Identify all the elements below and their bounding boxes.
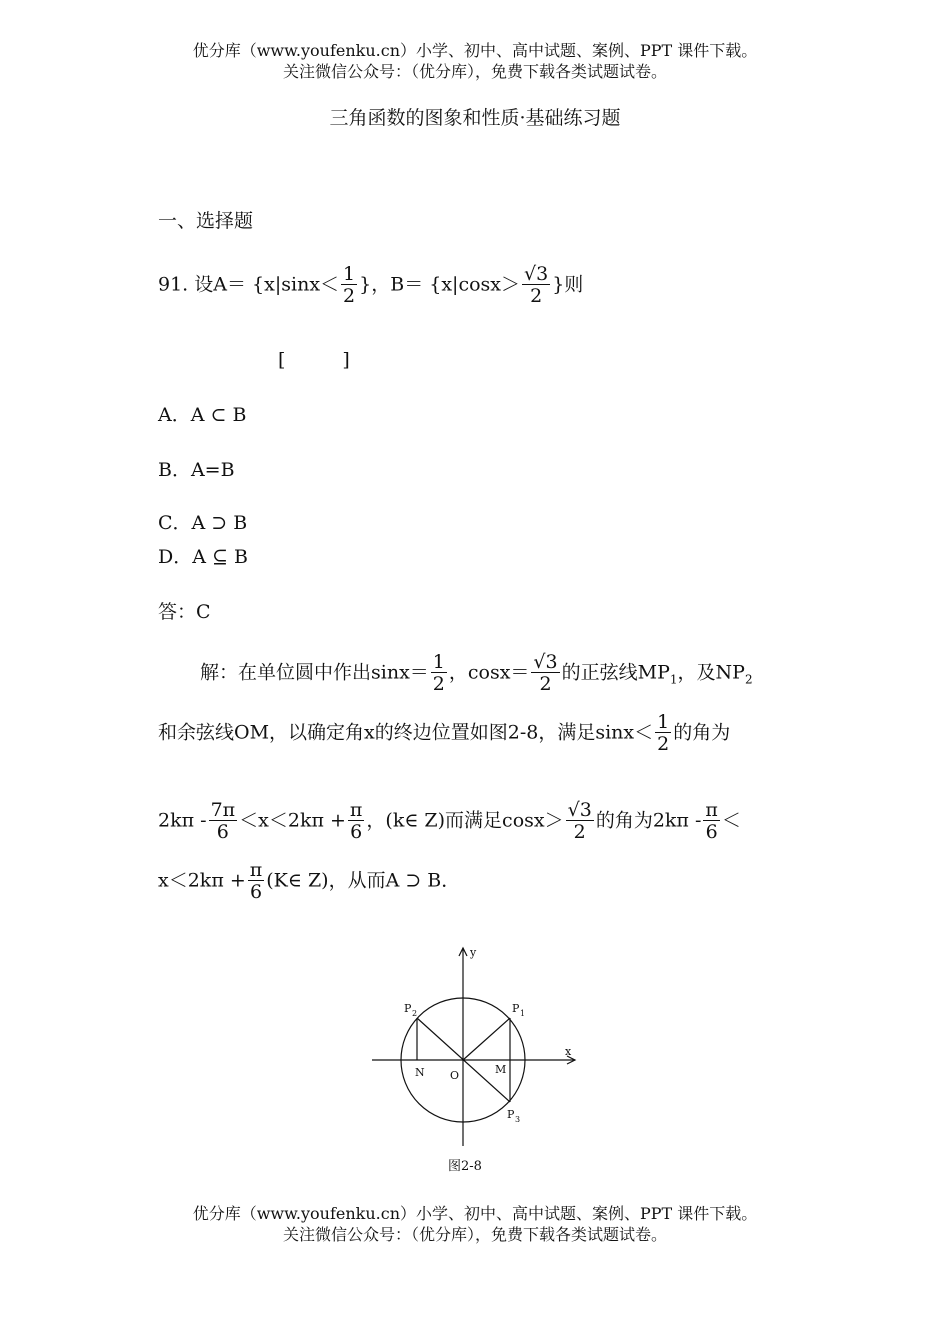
- text: ＜x＜2kπ +: [239, 809, 346, 832]
- text: ，cosx＝: [448, 661, 530, 684]
- stem-mid: }，B＝: [359, 273, 424, 296]
- subscript: 1: [669, 672, 678, 687]
- set-b-open: {x|cosx＞: [429, 273, 521, 296]
- fraction: [703, 800, 720, 843]
- text: 解：在单位圆中作出sinx＝: [200, 661, 429, 684]
- set-a-open: {x|sinx＜: [252, 273, 340, 296]
- fraction: [655, 712, 671, 755]
- question-number: 91.: [158, 273, 189, 296]
- numerator: π: [249, 859, 263, 881]
- page-title: 三角函数的图象和性质·基础练习题: [329, 107, 621, 129]
- denominator: 6: [705, 821, 718, 843]
- solution-line-4: [158, 860, 460, 903]
- section-heading: 一、选择题: [158, 210, 254, 232]
- label-p3-sub: 3: [515, 1115, 521, 1124]
- denominator: 2: [539, 673, 552, 695]
- numerator: π: [705, 799, 718, 821]
- option-c: C．A ⊃ B: [158, 512, 248, 534]
- text: 和余弦线OM，以确定角x的终边位置如图2-8，满足sinx＜: [158, 721, 654, 744]
- label-p1-sub: 1: [520, 1009, 526, 1018]
- solution-line-3: [158, 800, 741, 843]
- text: 的角为: [673, 721, 731, 744]
- label-p3: P: [507, 1108, 515, 1121]
- denominator: 2: [573, 821, 586, 843]
- header-line-2: 关注微信公众号：（优分库），免费下载各类试题试卷。: [282, 62, 667, 81]
- stem-lead: 设A＝: [194, 273, 246, 296]
- denominator: 6: [249, 881, 263, 903]
- numerator: 7π: [210, 799, 236, 821]
- subscript: 2: [744, 672, 753, 687]
- text: 2kπ -: [158, 809, 207, 832]
- fraction: [566, 800, 594, 843]
- answer-line: 答：C: [158, 601, 211, 623]
- denominator: 2: [343, 285, 356, 307]
- option-a: A．A ⊂ B: [158, 404, 247, 426]
- numerator: √3: [533, 651, 558, 673]
- text: ，(k∈ Z)而满足cosx＞: [366, 809, 564, 832]
- numerator: 1: [657, 711, 670, 733]
- denominator: 6: [350, 821, 363, 843]
- text: (K∈ Z)，从而A ⊃ B．: [266, 869, 461, 892]
- radius-op1: [463, 1018, 510, 1060]
- fraction: [431, 652, 447, 695]
- option-b: B．A=B: [158, 459, 235, 481]
- denominator: 2: [432, 673, 445, 695]
- text: x＜2kπ +: [158, 869, 246, 892]
- answer-bracket: [ ]: [278, 349, 350, 371]
- fraction-sqrt3-half: [522, 264, 550, 307]
- denominator: 6: [216, 821, 229, 843]
- question-stem: [158, 264, 583, 307]
- label-n: N: [415, 1066, 425, 1079]
- denominator: 2: [657, 733, 670, 755]
- stem-end: }则: [552, 273, 584, 296]
- fraction: [531, 652, 559, 695]
- text: ＜: [721, 809, 741, 832]
- numerator: √3: [567, 799, 592, 821]
- numerator: 1: [343, 263, 356, 285]
- numerator: 1: [432, 651, 445, 673]
- label-m: M: [495, 1063, 507, 1076]
- fraction: [248, 860, 265, 903]
- label-x: x: [565, 1045, 572, 1058]
- unit-circle-figure: [360, 940, 590, 1180]
- numerator: π: [349, 799, 363, 821]
- footer-line-1: 优分库（www.youfenku.cn）小学、初中、高中试题、案例、PPT 课件下载。: [192, 1204, 758, 1223]
- option-d: D．A ⊆ B: [158, 546, 248, 568]
- label-y: y: [470, 946, 477, 959]
- fraction: [348, 800, 365, 843]
- denominator: 2: [530, 285, 543, 307]
- solution-line-2: [158, 712, 730, 755]
- text: 的角为2kπ -: [595, 809, 702, 832]
- footer-line-2: 关注微信公众号：（优分库），免费下载各类试题试卷。: [282, 1225, 667, 1244]
- text: 的正弦线MP: [561, 661, 670, 684]
- fraction-one-half: [341, 264, 357, 307]
- figure-caption: 图2-8: [448, 1159, 482, 1174]
- label-p1: P: [512, 1002, 520, 1015]
- numerator: √3: [524, 263, 549, 285]
- fraction: [209, 800, 238, 843]
- header-line-1: 优分库（www.youfenku.cn）小学、初中、高中试题、案例、PPT 课件下载。: [192, 41, 758, 60]
- label-p2: P: [404, 1002, 412, 1015]
- label-o: O: [450, 1069, 460, 1082]
- text: ，及NP: [677, 661, 745, 684]
- label-p2-sub: 2: [412, 1009, 418, 1018]
- solution-line-1: [158, 652, 753, 695]
